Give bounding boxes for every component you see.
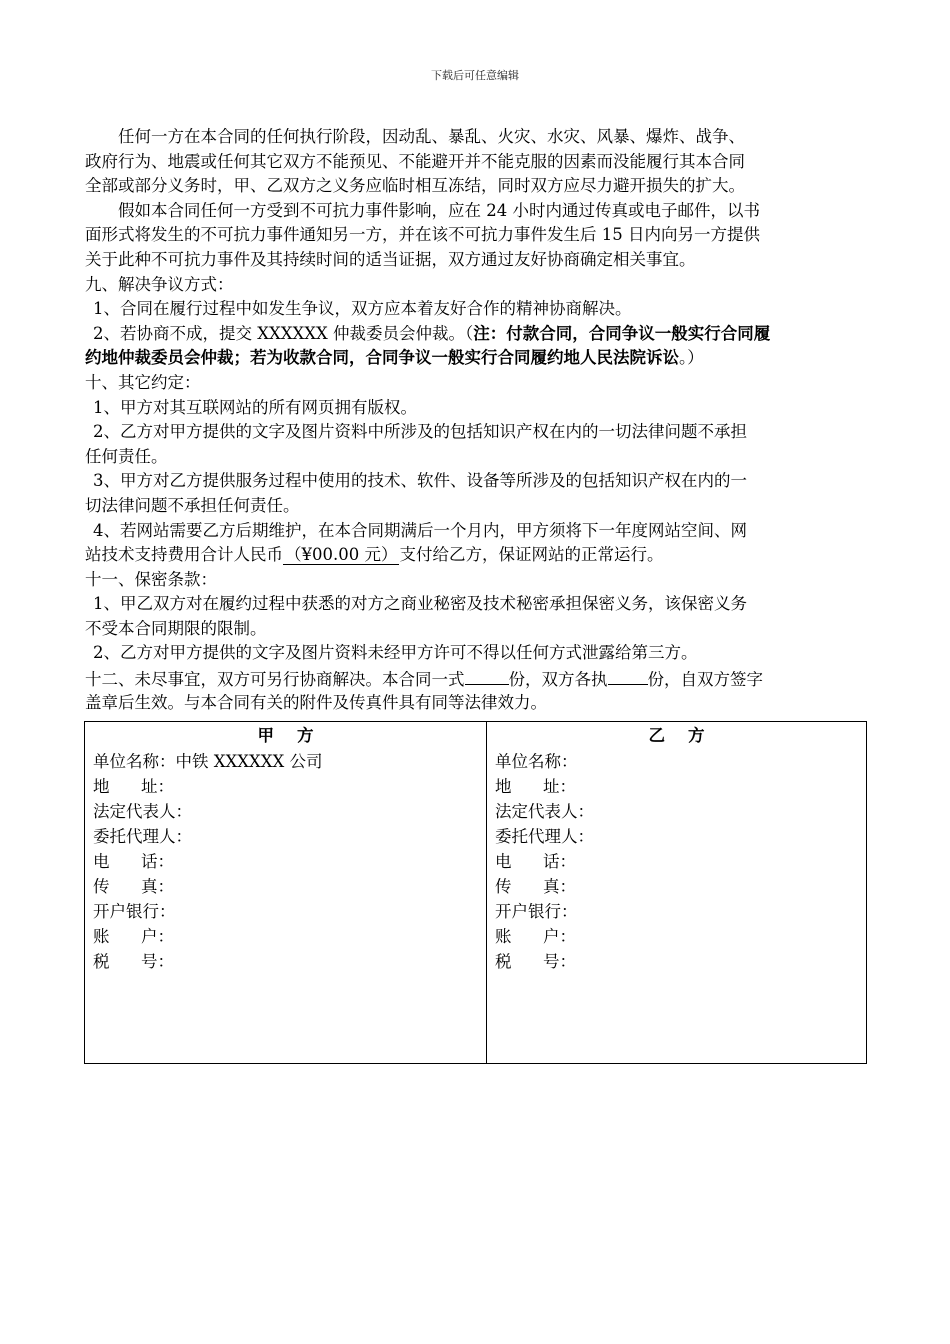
party-a-phone: 电 话： (93, 852, 174, 871)
copies-blank (465, 666, 509, 685)
section-11-item-1-line1: 1、甲乙双方对在履约过程中获悉的对方之商业秘密及技术秘密承担保密义务，该保密义务 (93, 594, 747, 614)
section-11-title: 十一、保密条款： (85, 569, 217, 589)
page-header: 下载后可任意编辑 (431, 69, 519, 82)
party-a-bank: 开户银行： (93, 902, 176, 921)
party-b-address: 地 址： (495, 777, 576, 796)
party-b-fax: 传 真： (495, 877, 576, 896)
section-9-item-2-line2 (85, 346, 867, 371)
party-b-account: 账 户： (495, 927, 576, 946)
party-b-bank: 开户银行： (495, 902, 578, 921)
party-a-cell (85, 722, 487, 1064)
signature-table (84, 721, 867, 1064)
party-a-legal-rep: 法定代表人： (93, 802, 192, 821)
party-a-account: 账 户： (93, 927, 174, 946)
party-b-company: 单位名称： (495, 752, 578, 771)
force-majeure-para2-line1: 假如本合同任何一方受到不可抗力事件影响，应在 24 小时内通过传真或电子邮件，以书 (118, 200, 760, 220)
section-12-mid: 份，双方各执 (508, 670, 608, 690)
force-majeure-para1-line2: 政府行为、地震或任何其它双方不能预见、不能避开并不能克服的因素而没能履行其本合同 (85, 151, 745, 171)
section-10-item-2-line2: 任何责任。 (85, 446, 168, 466)
party-b-cell (487, 722, 867, 1064)
party-a-agent: 委托代理人： (93, 827, 192, 846)
party-b-title: 乙 方 (648, 726, 705, 745)
party-b-agent: 委托代理人： (495, 827, 594, 846)
party-a-fax: 传 真： (93, 877, 174, 896)
section-9-item-1: 1、合同在履行过程中如发生争议，双方应本着友好合作的精神协商解决。 (93, 299, 632, 319)
section-9-note-part2: 约地仲裁委员会仲裁；若为收款合同，合同争议一般实行合同履约地人民法院诉讼 (85, 348, 679, 368)
party-b-legal-rep: 法定代表人： (495, 802, 594, 821)
section-10-item-2-line1: 2、乙方对甲方提供的文字及图片资料中所涉及的包括知识产权在内的一切法律问题不承担 (93, 422, 747, 442)
force-majeure-para1-line1: 任何一方在本合同的任何执行阶段，因动乱、暴乱、火灾、水灾、风暴、爆炸、战争、 (118, 127, 745, 146)
section-10-item-4-line2 (85, 543, 867, 568)
copies-each-blank (608, 666, 648, 685)
section-12-prefix: 十二、未尽事宜，双方可另行协商解决。本合同一式 (85, 670, 465, 690)
maintenance-fee-amount: （¥00.00 元） (285, 545, 398, 565)
party-a-company: 单位名称：中铁 XXXXXX 公司 (93, 752, 323, 771)
force-majeure-para2-line3: 关于此种不可抗力事件及其持续时间的适当证据，双方通过友好协商确定相关事宜。 (85, 249, 696, 269)
section-12-suffix: 份，自双方签字 (647, 670, 763, 690)
section-10-item-3-line1: 3、甲方对乙方提供服务过程中使用的技术、软件、设备等所涉及的包括知识产权在内的一 (93, 471, 747, 491)
section-9-note-close: 。） (679, 348, 704, 368)
maintenance-fee-suffix: 支付给乙方，保证网站的正常运行。 (399, 545, 664, 565)
section-10-item-4-line1: 4、若网站需要乙方后期维护，在本合同期满后一个月内，甲方须将下一年度网站空间、网 (93, 520, 747, 540)
force-majeure-para1-line3: 全部或部分义务时，甲、乙双方之义务应临时相互冻结，同时双方应尽力避开损失的扩大。 (85, 176, 745, 196)
section-12-line2: 盖章后生效。与本合同有关的附件及传真件具有同等法律效力。 (85, 692, 547, 712)
maintenance-fee-prefix: 站技术支持费用合计人民币 (85, 545, 283, 565)
party-b-phone: 电 话： (495, 852, 576, 871)
section-9-item-2-line1 (85, 322, 867, 347)
section-9-item-2-text: 2、若协商不成，提交 XXXXXX 仲裁委员会仲裁。（ (93, 323, 474, 343)
section-9-note-part1: 注：付款合同，合同争议一般实行合同履 (473, 323, 771, 343)
section-11-item-2: 2、乙方对甲方提供的文字及图片资料未经甲方许可不得以任何方式泄露给第三方。 (93, 643, 698, 663)
party-a-title: 甲 方 (257, 726, 314, 745)
section-10-title: 十、其它约定： (85, 372, 201, 392)
party-a-address: 地 址： (93, 777, 174, 796)
section-9-title: 九、解决争议方式： (85, 274, 234, 294)
party-b-tax-id: 税 号： (495, 952, 576, 971)
contract-body (85, 125, 867, 715)
section-11-item-1-line2: 不受本合同期限的限制。 (85, 618, 267, 638)
section-10-item-3-line2: 切法律问题不承担任何责任。 (85, 495, 300, 515)
party-a-tax-id: 税 号： (93, 952, 174, 971)
section-12-line1 (85, 666, 867, 691)
force-majeure-para2-line2: 面形式将发生的不可抗力事件通知另一方，并在该不可抗力事件发生后 15 日内向另一方提供 (85, 225, 760, 245)
section-10-item-1: 1、甲方对其互联网站的所有网页拥有版权。 (93, 397, 417, 417)
